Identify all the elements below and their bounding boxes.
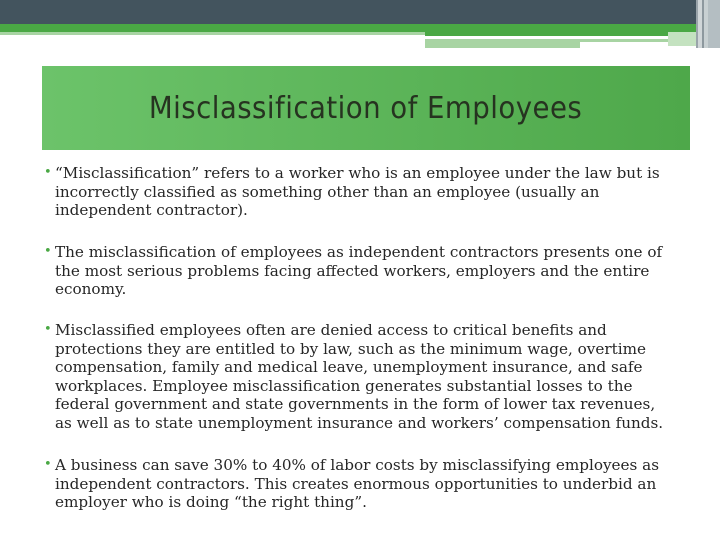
text-line: the most serious problems facing affected workers, employers and the entire (55, 261, 650, 280)
bullet-item (44, 164, 714, 220)
text-line: “Misclassification” refers to a worker who is an employee under the law but is (55, 164, 660, 182)
bullet-icon: • (44, 322, 52, 337)
top-header-bar (0, 0, 720, 24)
text-line: as well as to state unemployment insurance and workers’ compensation funds. (55, 413, 664, 432)
decor-stripe (425, 42, 580, 48)
text-line: compensation, family and medical leave, unemployment insurance, and safe (55, 358, 643, 377)
bullet-text (55, 164, 714, 220)
decor-stripe (0, 24, 720, 32)
bullet-item (44, 456, 714, 512)
text-line: federal government and state governments in the form of lower tax revenues, (55, 395, 656, 414)
bullet-item (44, 243, 714, 299)
text-line: A business can save 30% to 40% of labor costs by misclassifying employees as (55, 456, 659, 474)
text-line: Misclassified employees often are denied access to critical benefits and (55, 321, 607, 339)
title-banner (42, 66, 690, 150)
decor-vertical-stripes (696, 0, 720, 48)
text-line: independent contractors. This creates enormous opportunities to underbid an (55, 474, 657, 493)
text-line: incorrectly classified as something other than an employee (usually an (55, 182, 600, 201)
bullet-icon: • (44, 244, 52, 259)
text-line: The misclassification of employees as independent contractors presents one of (55, 243, 663, 261)
slide-title: Misclassification of Employees (149, 90, 583, 126)
bullet-icon: • (44, 165, 52, 180)
text-line: employer who is doing “the right thing”. (55, 493, 367, 512)
bullet-text (55, 243, 714, 299)
text-line: independent contractor). (55, 201, 248, 220)
decor-stripe (0, 32, 425, 35)
bullet-item (44, 321, 714, 433)
text-line: economy. (55, 280, 127, 299)
bullet-text (55, 456, 714, 512)
text-line: protections they are entitled to by law, such as the minimum wage, overtime (55, 339, 646, 358)
text-line: workplaces. Employee misclassification generates substantial losses to the (55, 376, 633, 395)
bullet-icon: • (44, 457, 52, 472)
bullet-text (55, 321, 714, 433)
